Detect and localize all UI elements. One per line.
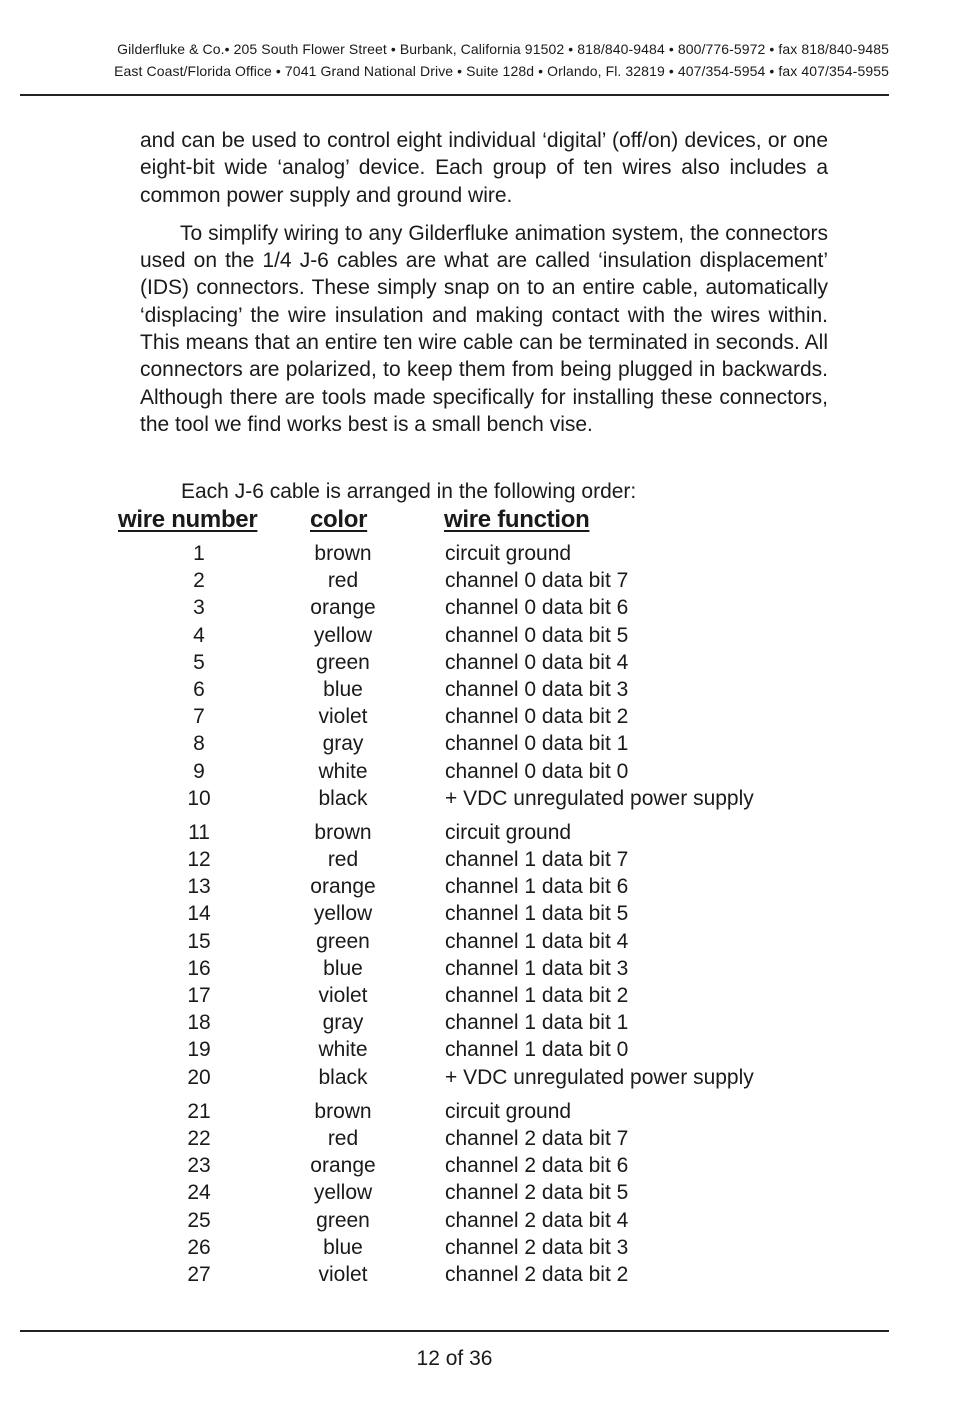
wire-color-cell: white	[318, 1038, 368, 1062]
wire-function-cell: channel 2 data bit 5	[445, 1181, 629, 1205]
wire-color-cell: violet	[318, 1262, 368, 1286]
wire-number-cell: 10	[187, 786, 211, 810]
table-row	[118, 1009, 838, 1036]
wire-function-cell: circuit ground	[445, 1099, 572, 1123]
table-row	[118, 1261, 838, 1288]
table-intro: Each J-6 cable is arranged in the following order:	[181, 480, 637, 503]
table-row	[118, 730, 838, 757]
table-row	[118, 819, 838, 846]
wire-function-cell: channel 1 data bit 3	[445, 956, 629, 980]
wire-color-cell: red	[327, 1126, 359, 1150]
wire-number-cell: 22	[187, 1126, 211, 1150]
wire-function-cell: + VDC unregulated power supply	[445, 1065, 754, 1089]
table-header	[118, 506, 838, 540]
page-number: 12 of 36	[416, 1347, 493, 1370]
wire-function-cell: circuit ground	[445, 542, 572, 565]
header-wire-number: wire number	[118, 506, 258, 533]
wire-table	[118, 506, 838, 1295]
wire-function-cell: channel 2 data bit 2	[445, 1262, 629, 1286]
wire-color-cell: orange	[310, 596, 376, 620]
wire-number-cell: 7	[193, 705, 205, 729]
table-row	[118, 1152, 838, 1179]
wire-function-cell: channel 1 data bit 5	[445, 902, 629, 926]
table-row	[118, 785, 838, 812]
wire-function-cell: channel 0 data bit 5	[445, 623, 629, 647]
wire-color-cell: brown	[314, 542, 372, 565]
wire-color-cell: orange	[310, 875, 376, 899]
wire-number-cell: 17	[187, 984, 211, 1007]
wire-number-cell: 4	[193, 623, 205, 647]
wire-color-cell: violet	[318, 705, 368, 729]
wire-function-cell: channel 2 data bit 3	[445, 1235, 629, 1259]
table-row	[118, 1234, 838, 1261]
wire-number-cell: 15	[187, 929, 211, 953]
wire-color-cell: black	[318, 786, 368, 810]
wire-number-cell: 26	[187, 1235, 211, 1259]
wire-color-cell: black	[318, 1065, 368, 1089]
wire-color-cell: yellow	[313, 623, 373, 647]
wire-function-cell: + VDC unregulated power supply	[445, 786, 754, 810]
wire-number-cell: 8	[193, 732, 205, 756]
wire-number-cell: 24	[187, 1181, 211, 1205]
wire-function-cell: channel 0 data bit 0	[445, 759, 629, 783]
wire-group	[118, 1098, 838, 1288]
wire-color-cell: brown	[314, 1099, 372, 1123]
wire-number-cell: 3	[193, 596, 205, 620]
header-divider	[20, 94, 889, 96]
wire-group	[118, 819, 838, 1091]
wire-function-cell: channel 0 data bit 7	[445, 569, 629, 593]
header-color: color	[310, 506, 368, 533]
wire-number-cell: 12	[187, 848, 211, 872]
table-row	[118, 649, 838, 676]
table-row	[118, 928, 838, 955]
wire-number-cell: 5	[193, 650, 205, 674]
table-row	[118, 1207, 838, 1234]
wire-color-cell: green	[316, 650, 370, 674]
table-row	[118, 622, 838, 649]
table-row	[118, 594, 838, 621]
header-address-line-2: East Coast/Florida Office • 7041 Grand National Drive • Suite 128d • Orlando, Fl. 32819 • 407/354-5954 • fax 407/354-5955	[114, 63, 889, 79]
table-row	[118, 1064, 838, 1091]
table-row	[118, 567, 838, 594]
wire-color-cell: red	[327, 569, 359, 593]
table-row	[118, 1098, 838, 1125]
table-row	[118, 703, 838, 730]
wire-number-cell: 18	[187, 1011, 211, 1035]
table-row	[118, 1125, 838, 1152]
wire-number-cell: 27	[187, 1262, 211, 1286]
wire-color-cell: brown	[314, 820, 372, 844]
wire-number-cell: 25	[187, 1208, 211, 1232]
wire-color-cell: green	[316, 1208, 370, 1232]
wire-color-cell: gray	[322, 1011, 364, 1035]
table-body	[118, 540, 838, 1288]
wire-number-cell: 13	[187, 875, 211, 899]
wire-number-cell: 2	[193, 569, 205, 593]
paragraph-2: To simplify wiring to any Gilderfluke animation system, the connectors used on the 1/4 J-6 cables are what are called ‘insulation displacement’ (IDS) connectors. These simply snap on to an entire cable, automatically ‘displacing’ the wire insulation and making contact with the wires within. This means that an entire ten wire cable can be terminated in seconds. All connectors are polarized, to keep them from being plugged in backwards. Although there are tools made specifically for installing these connectors, the tool we find works best is a small bench vise.	[140, 221, 828, 436]
wire-function-cell: channel 0 data bit 2	[445, 705, 629, 729]
wire-function-cell: channel 2 data bit 7	[445, 1126, 629, 1150]
header-wire-function: wire function	[444, 506, 590, 533]
table-row	[118, 955, 838, 982]
table-row	[118, 676, 838, 703]
table-row	[118, 846, 838, 873]
wire-function-cell: channel 1 data bit 0	[445, 1038, 629, 1062]
body-text	[140, 127, 828, 449]
wire-function-cell: channel 0 data bit 6	[445, 596, 629, 620]
table-row	[118, 982, 838, 1009]
header-address-line-1: Gilderfluke & Co.• 205 South Flower Street • Burbank, California 91502 • 818/840-9484 • 800/776-5972 • fax 818/840-9485	[117, 41, 889, 57]
table-row	[118, 900, 838, 927]
wire-group	[118, 540, 838, 812]
wire-color-cell: blue	[323, 677, 363, 701]
wire-color-cell: orange	[310, 1154, 376, 1178]
wire-number-cell: 21	[187, 1099, 211, 1123]
wire-number-cell: 14	[187, 902, 211, 926]
wire-function-cell: channel 1 data bit 6	[445, 875, 629, 899]
table-row	[118, 540, 838, 567]
wire-color-cell: yellow	[313, 1181, 373, 1205]
wire-color-cell: blue	[323, 956, 363, 980]
wire-number-cell: 19	[187, 1038, 211, 1062]
wire-function-cell: channel 0 data bit 4	[445, 650, 629, 674]
wire-number-cell: 23	[187, 1154, 211, 1178]
table-row	[118, 873, 838, 900]
wire-function-cell: channel 1 data bit 1	[445, 1011, 629, 1035]
wire-function-cell: channel 0 data bit 1	[445, 732, 629, 756]
wire-function-cell: circuit ground	[445, 820, 572, 844]
footer-divider	[20, 1330, 889, 1332]
wire-number-cell: 20	[187, 1065, 211, 1089]
wire-number-cell: 6	[193, 677, 205, 701]
wire-function-cell: channel 2 data bit 6	[445, 1154, 629, 1178]
wire-color-cell: red	[327, 848, 359, 872]
wire-color-cell: violet	[318, 984, 368, 1007]
table-row	[118, 758, 838, 785]
page-header	[20, 38, 889, 82]
wire-number-cell: 9	[193, 759, 205, 783]
wire-color-cell: white	[318, 759, 368, 783]
wire-function-cell: channel 1 data bit 2	[445, 984, 629, 1007]
table-row	[118, 1036, 838, 1063]
wire-color-cell: blue	[323, 1235, 363, 1259]
wire-number-cell: 11	[188, 820, 210, 844]
paragraph-1: and can be used to control eight individual ‘digital’ (off/on) devices, or one eight-bit wide ‘analog’ device. Each group of ten wires also includes a common power supply and ground wire.	[140, 129, 828, 207]
wire-function-cell: channel 1 data bit 7	[445, 848, 629, 872]
wire-function-cell: channel 2 data bit 4	[445, 1208, 629, 1232]
table-row	[118, 1179, 838, 1206]
wire-function-cell: channel 0 data bit 3	[445, 677, 629, 701]
wire-color-cell: yellow	[313, 902, 373, 926]
wire-color-cell: green	[316, 929, 370, 953]
wire-function-cell: channel 1 data bit 4	[445, 929, 629, 953]
wire-color-cell: gray	[322, 732, 364, 756]
wire-number-cell: 1	[193, 542, 205, 565]
wire-number-cell: 16	[187, 956, 211, 980]
